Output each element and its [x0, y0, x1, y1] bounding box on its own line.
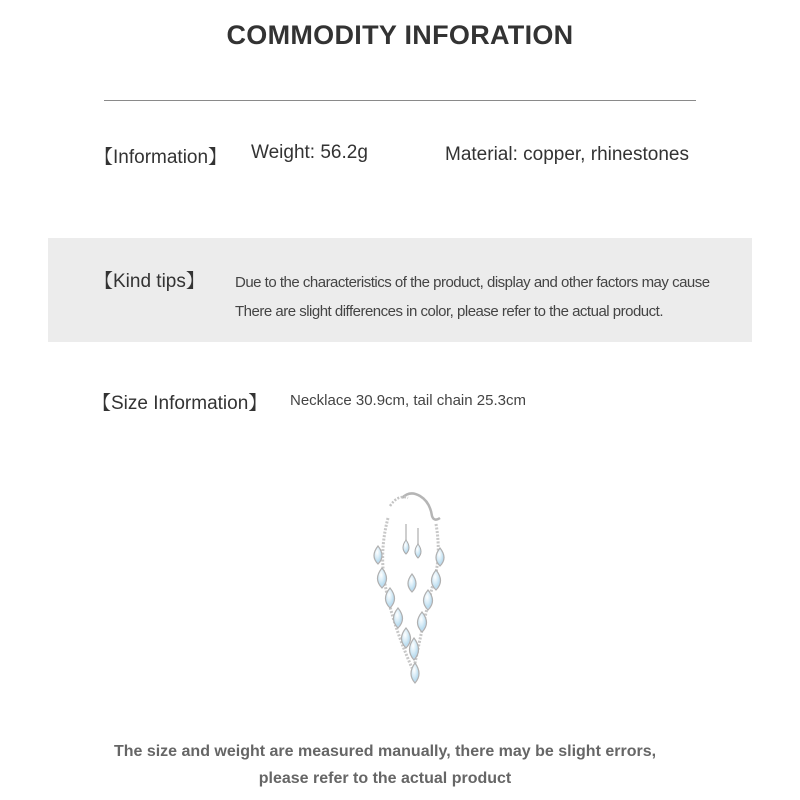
- size-information-label: 【Size Information】: [92, 393, 268, 414]
- size-information-value: Necklace 30.9cm, tail chain 25.3cm: [290, 392, 526, 409]
- product-image: [360, 488, 460, 688]
- footer-line-1: The size and weight are measured manually, there may be slight errors,: [113, 743, 657, 760]
- footer-note: [0, 738, 770, 792]
- divider: [104, 100, 696, 101]
- kind-tips-box: [48, 238, 752, 342]
- page-title: COMMODITY INFORATION: [226, 20, 574, 50]
- kind-tips-text: [235, 268, 710, 326]
- weight-value: Weight: 56.2g: [251, 142, 368, 163]
- material-value: Material: copper, rhinestones: [445, 144, 689, 165]
- footer-line-2: please refer to the actual product: [258, 770, 512, 787]
- kind-tips-line-2: There are slight differences in color, please refer to the actual product.: [235, 303, 663, 320]
- rhinestone-necklace-earrings-image: [360, 488, 460, 688]
- information-label: 【Information】: [94, 147, 228, 168]
- kind-tips-label: 【Kind tips】: [94, 271, 205, 292]
- kind-tips-line-1: Due to the characteristics of the product, display and other factors may cause: [235, 274, 710, 291]
